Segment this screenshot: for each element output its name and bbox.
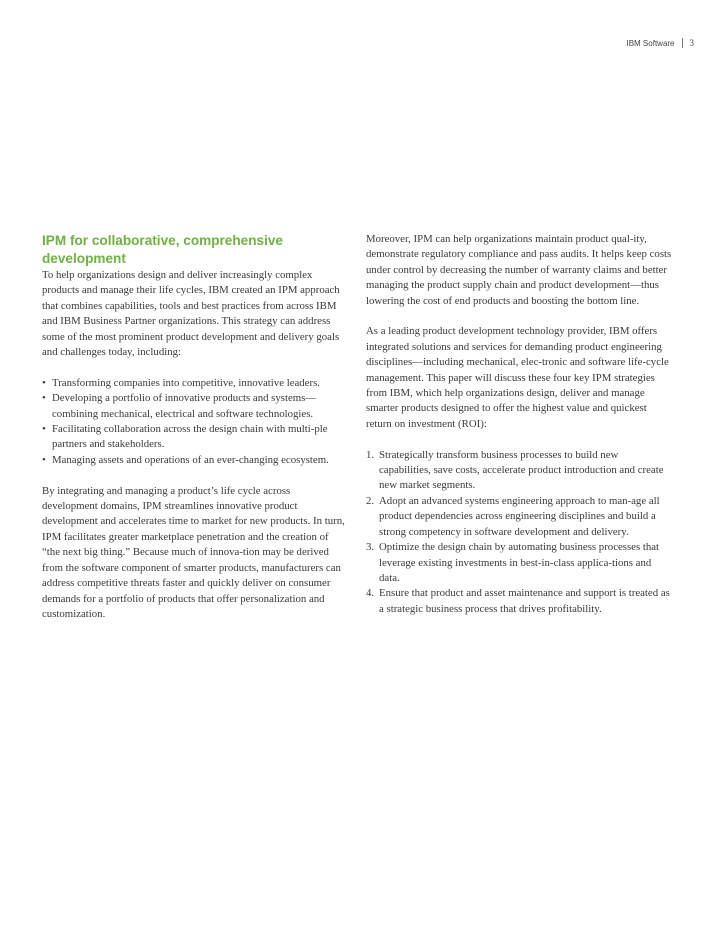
provider-paragraph: As a leading product development technology provider, IBM offers integrated solutions and services for demanding product engineering disciplines—including mechanical, elec-tronic and software life-cycle management. This paper will discuss these four key IPM strategies from IBM, which help organizations design, deliver and manage smarter products designed to offer the highest value and quickest return on investment (ROI): (366, 325, 669, 430)
moreover-paragraph: Moreover, IPM can help organizations maintain product qual-ity, demonstrate regulatory compliance and pass audits. It helps keep costs under control by decreasing the number of warranty claims and better managing the product supply chain and product development—thus lowering the cost of end products and boosting the bottom line. (366, 233, 672, 307)
running-header (626, 38, 694, 48)
numbered-item (366, 448, 672, 494)
item-text: Adopt an advanced systems engineering approach to man-age all product dependencies across engineering disciplines and build a strong competency in software development and delivery. (379, 494, 660, 538)
header-label: IBM Software (626, 38, 675, 48)
spacer (366, 309, 672, 324)
section-title-line1: IPM for collaborative, comprehensive (42, 233, 283, 248)
item-text: Optimize the design chain by automating business processes that leverage existing investments in best-in-class applica-tions and data. (379, 541, 660, 584)
goals-bullet-list (42, 376, 348, 468)
section-title (42, 232, 348, 268)
left-column (42, 232, 348, 622)
closing-paragraph: By integrating and managing a product’s life cycle across development domains, IPM streamlines innovative product development and accelerates time to market for new products. In turn, IPM facilitates greater marketplace penetration and the creation of “the next big thing.” Because much of innova-tion may be derived from the software component of smarter products, manufacturers can address competitive threats faster and quickly deliver on consumer demands for a portfolio of products that offer personalization and customization. (42, 484, 345, 620)
bullet-item: • Facilitating collaboration across the design chain with multi-ple partners and stakeholders. (42, 422, 348, 453)
item-text: Strategically transform business processes to build new capabilities, save costs, accelerate product introduction and create new market segments. (379, 448, 664, 492)
spacer (42, 360, 348, 375)
item-number: 3. (366, 541, 375, 554)
item-number: 1. (366, 448, 375, 461)
intro-paragraph: To help organizations design and deliver increasingly complex products and manage their life cycles, IBM created an IPM approach that combines capabilities, tools and best practices from across IBM and IBM Business Partner organizations. This strategy can address some of the most prominent product development and delivery goals and challenges today, including: (42, 269, 340, 359)
spacer (42, 468, 348, 483)
item-number: 4. (366, 587, 375, 600)
bullet-item: • Transforming companies into competitive, innovative leaders. (42, 376, 348, 391)
numbered-item (366, 540, 672, 586)
item-number: 2. (366, 494, 375, 507)
page-number: 3 (689, 38, 694, 48)
spacer (366, 432, 672, 447)
header-divider (682, 38, 683, 48)
bullet-item: • Developing a portfolio of innovative products and systems—combining mechanical, electrical and software technologies. (42, 391, 348, 422)
item-text: Ensure that product and asset maintenance and support is treated as a strategic business process that drives profitability. (379, 587, 670, 615)
right-column (366, 232, 672, 617)
section-title-line2: development (42, 251, 126, 266)
bullet-item: • Managing assets and operations of an ever-changing ecosystem. (42, 453, 348, 468)
numbered-item (366, 494, 672, 540)
strategies-numbered-list (366, 448, 672, 617)
numbered-item (366, 586, 672, 617)
